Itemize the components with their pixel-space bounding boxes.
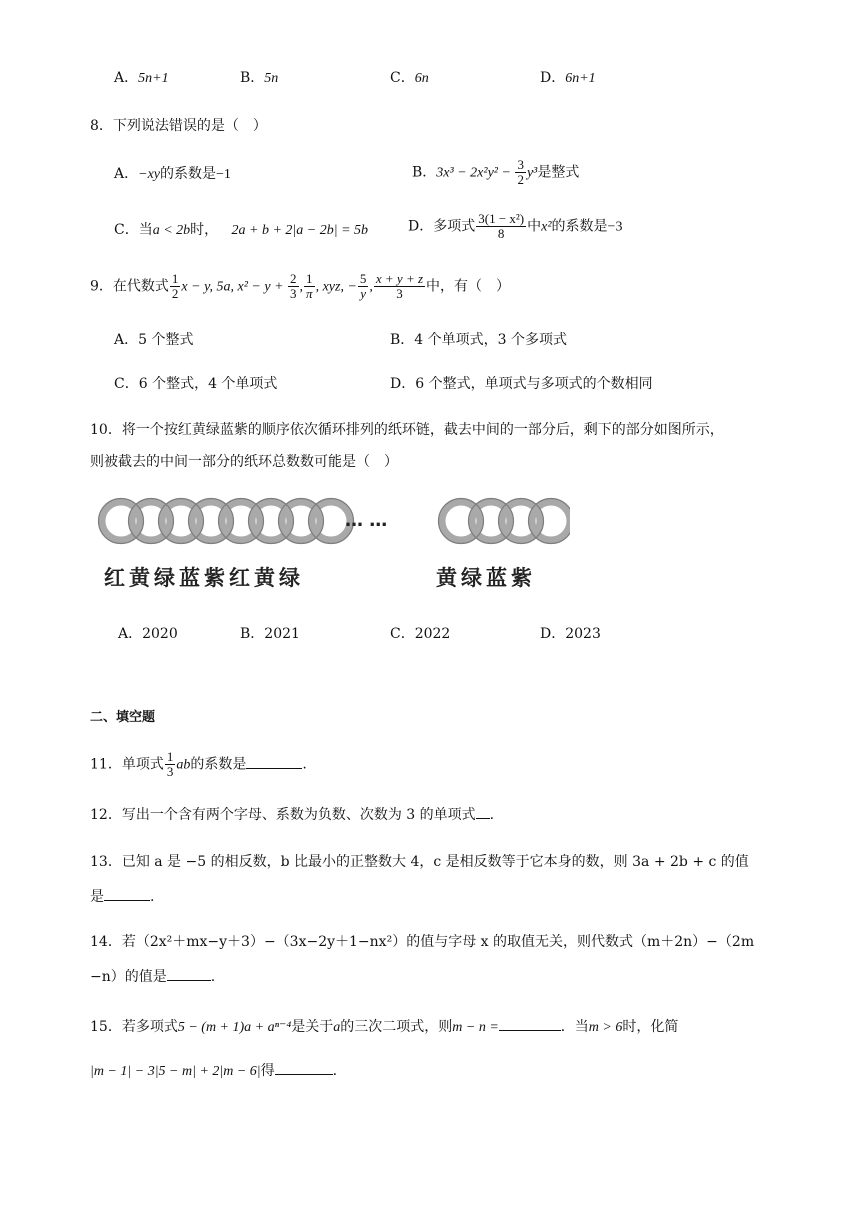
q14-line2: −n）的值是 . <box>90 966 215 987</box>
chain-right-label: 黄绿蓝紫 <box>436 566 536 590</box>
answer-blank[interactable] <box>275 1060 333 1075</box>
answer-blank[interactable] <box>476 804 490 819</box>
q8-option-a: A．−xy的系数是−1 <box>114 166 231 182</box>
answer-blank[interactable] <box>499 1016 561 1031</box>
q10-option-a: A．2020 <box>118 626 178 642</box>
answer-blank[interactable] <box>104 886 150 901</box>
ring-chain-figure <box>95 496 570 546</box>
q11: 11．单项式 $\frac{1}{3}$ ab的系数是 . <box>90 749 307 779</box>
q8-option-b: B．3x³ − 2x²y² − $\frac{3}{2}$ y³是整式 <box>412 157 580 187</box>
chain-gap-dots: … … <box>345 510 388 531</box>
q10-option-d: D．2023 <box>540 626 601 642</box>
q8-stem: 8．下列说法错误的是（ ） <box>90 118 267 134</box>
q14-line1: 14．若（2x²＋mx−y＋3）−（3x−2y＋1−nx²）的值与字母 x 的取值无关，则代数式（m＋2n）−（2m <box>90 934 755 950</box>
q15-line2: |m − 1| − 3|5 − m| + 2|m − 6|得 . <box>90 1060 337 1082</box>
q9-option-b: B．4 个单项式，3 个多项式 <box>390 332 568 348</box>
q9-option-c: C．6 个整式，4 个单项式 <box>114 376 278 392</box>
q9-stem: 9．在代数式 $\frac{1}{2}$ x − y, 5a, x² − y + $\frac{2}{3}$ , $\frac{1}{\pi}$ , xyz, − $\frac{5}{y}$ , $\frac{x + y + z}{3}$ 中，有（ ） <box>90 271 511 301</box>
q8-option-c: C．当a < 2b时， 2a + b + 2|a − 2b| = 5b <box>114 222 369 238</box>
q13-line1: 13．已知 a 是 −5 的相反数，b 比最小的正整数大 4，c 是相反数等于它本身的数，则 3a + 2b + c 的值 <box>90 854 749 870</box>
q9-option-a: A．5 个整式 <box>114 332 194 348</box>
q9-option-d: D．6 个整式，单项式与多项式的个数相同 <box>390 376 653 392</box>
q10-option-b: B．2021 <box>240 626 300 642</box>
q10-option-c: C．2022 <box>390 626 451 642</box>
q13-line2: 是 . <box>90 886 154 907</box>
q15-line1: 15．若多项式5 − (m + 1)a + aⁿ⁻⁴是关于a的三次二项式，则m − n = ．当m > 6时，化简 <box>90 1016 678 1038</box>
q10-stem-line2: 则被截去的中间一部分的纸环总数数可能是（ ） <box>90 454 398 470</box>
answer-blank[interactable] <box>246 754 302 769</box>
section-title: 二、填空题 <box>90 710 156 725</box>
q7-option-b: B．5n <box>240 70 279 86</box>
q12: 12．写出一个含有两个字母、系数为负数、次数为 3 的单项式 . <box>90 804 494 825</box>
q8-option-d: D．多项式 $\frac{\text{3(1 − x²)}}{8}$ 中x²的系数是−3 <box>408 211 623 241</box>
q7-option-c: C．6n <box>390 70 429 86</box>
q10-stem-line1: 10．将一个按红黄绿蓝紫的顺序依次循环排列的纸环链，截去中间的一部分后，剩下的部分如图所示， <box>90 422 724 438</box>
q7-option-d: D．6n+1 <box>540 70 596 86</box>
answer-blank[interactable] <box>167 966 211 981</box>
chain-left-label: 红黄绿蓝紫红黄绿 <box>104 566 304 590</box>
q7-option-a: A．5n+1 <box>114 70 169 86</box>
